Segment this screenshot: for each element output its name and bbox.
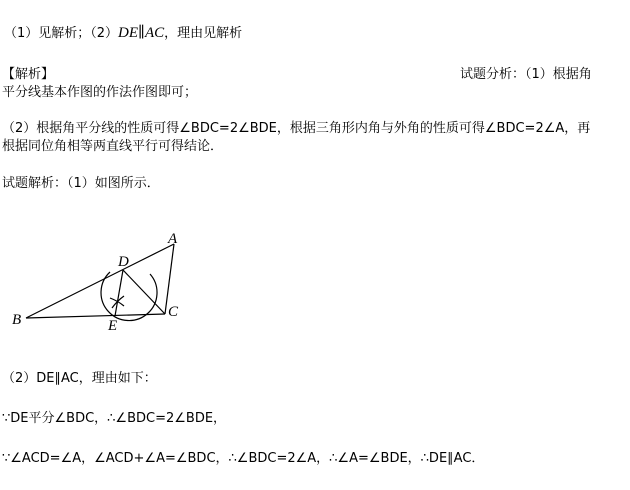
analysis-line-4: 根据同位角相等两直线平行可得结论． (2, 139, 224, 154)
analysis-line-2: 平分线基本作图的作法作图即可； (2, 85, 198, 100)
proof-line-2: ∵DE平分∠BDC，∴∠BDC=2∠BDE， (2, 411, 227, 426)
label-a: A (168, 231, 178, 247)
label-e: E (108, 318, 118, 334)
answer-math: DE∥AC (118, 25, 165, 41)
solution-line-1: 试题解析：（1）如图所示． (2, 176, 160, 191)
segment-ba (26, 244, 174, 318)
label-b: B (12, 312, 22, 328)
segment-de (115, 270, 123, 316)
analysis-line-3: （2）根据角平分线的性质可得∠BDC=2∠BDE，根据三角形内角与外角的性质可得∠BDC=2∠A，再 (2, 121, 591, 136)
analysis-heading: 【解析】 (2, 67, 55, 82)
analysis-right-text: 试题分析：（1）根据角 (460, 67, 592, 82)
label-c: C (168, 304, 179, 320)
label-d: D (118, 254, 129, 270)
proof-line-3: ∵∠ACD=∠A，∠ACD+∠A=∠BDC，∴∠BDC=2∠A，∴∠A=∠BDE，∴DE∥AC． (2, 451, 485, 466)
segment-dc (123, 270, 165, 314)
answer-part-2: ，理由见解析 (164, 26, 243, 41)
proof-line-1: （2）DE∥AC，理由如下： (2, 371, 157, 386)
answer-part-1: （1）见解析；（2） (4, 26, 119, 41)
